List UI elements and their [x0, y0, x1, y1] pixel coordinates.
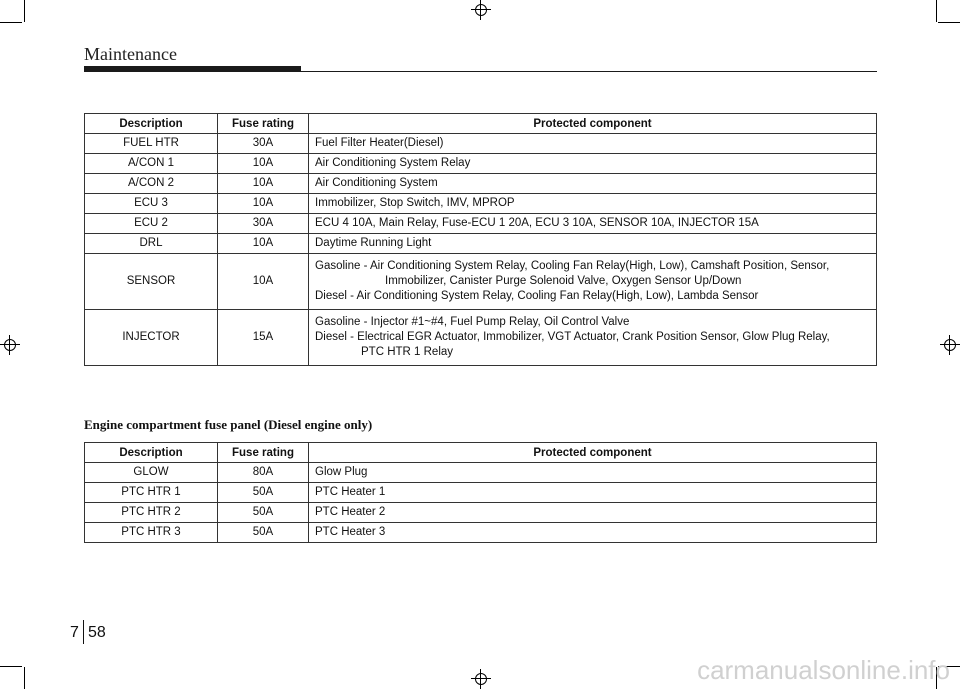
- protected-component: PTC Heater 3: [309, 523, 877, 543]
- crop-mark: [0, 22, 22, 23]
- protected-component: Daytime Running Light: [309, 234, 877, 254]
- protected-component: Air Conditioning System: [309, 174, 877, 194]
- section-title-diesel-fuse-panel: Engine compartment fuse panel (Diesel engine only): [84, 417, 373, 432]
- watermark: carmanualsonline.info: [697, 655, 950, 685]
- fuse-description: PTC HTR 3: [85, 523, 218, 543]
- protected-component: PTC Heater 2: [309, 503, 877, 523]
- table-row: [85, 503, 877, 523]
- section-header-title: Maintenance: [84, 44, 177, 64]
- protected-component: [309, 310, 877, 366]
- page-number-separator: [83, 620, 84, 644]
- crop-mark: [24, 667, 25, 689]
- component-line: Gasoline - Air Conditioning System Relay, Cooling Fan Relay(High, Low), Camshaft Position, Sensor,: [315, 260, 830, 272]
- protected-component: Air Conditioning System Relay: [309, 154, 877, 174]
- table-row: [85, 134, 877, 154]
- crop-mark: [0, 666, 22, 667]
- protected-component: ECU 4 10A, Main Relay, Fuse-ECU 1 20A, ECU 3 10A, SENSOR 10A, INJECTOR 15A: [309, 214, 877, 234]
- table-header-row: [85, 443, 877, 463]
- fuse-description: A/CON 1: [85, 154, 218, 174]
- registration-mark-left: [0, 335, 20, 355]
- fuse-table-main: [84, 113, 877, 366]
- protected-component: Glow Plug: [309, 463, 877, 483]
- table-row: [85, 463, 877, 483]
- fuse-rating: 15A: [218, 310, 309, 366]
- table-row: [85, 194, 877, 214]
- column-header-description: Description: [85, 114, 218, 134]
- fuse-rating: 10A: [218, 194, 309, 214]
- chapter-number: 7: [70, 624, 79, 641]
- table-row: [85, 310, 877, 366]
- fuse-rating: 30A: [218, 134, 309, 154]
- page-number: 58: [88, 624, 106, 641]
- fuse-rating: 50A: [218, 483, 309, 503]
- fuse-table-diesel: [84, 442, 877, 543]
- fuse-description: GLOW: [85, 463, 218, 483]
- column-header-protected-component: Protected component: [309, 114, 877, 134]
- component-line: PTC HTR 1 Relay: [361, 346, 454, 358]
- table-row: [85, 234, 877, 254]
- protected-component: PTC Heater 1: [309, 483, 877, 503]
- fuse-description: SENSOR: [85, 254, 218, 310]
- fuse-rating: 30A: [218, 214, 309, 234]
- fuse-description: A/CON 2: [85, 174, 218, 194]
- fuse-description: PTC HTR 1: [85, 483, 218, 503]
- protected-component: Fuel Filter Heater(Diesel): [309, 134, 877, 154]
- column-header-description: Description: [85, 443, 218, 463]
- column-header-fuse-rating: Fuse rating: [218, 114, 309, 134]
- registration-mark-bottom: [471, 669, 491, 689]
- fuse-description: ECU 3: [85, 194, 218, 214]
- registration-mark-top: [471, 0, 491, 20]
- fuse-description: INJECTOR: [85, 310, 218, 366]
- fuse-rating: 10A: [218, 174, 309, 194]
- crop-mark: [938, 22, 960, 23]
- header-rule-thin: [84, 71, 877, 72]
- table-row: [85, 523, 877, 543]
- table-row: [85, 154, 877, 174]
- table-header-row: [85, 114, 877, 134]
- column-header-protected-component: Protected component: [309, 443, 877, 463]
- fuse-description: PTC HTR 2: [85, 503, 218, 523]
- column-header-fuse-rating: Fuse rating: [218, 443, 309, 463]
- fuse-rating: 10A: [218, 234, 309, 254]
- protected-component: [309, 254, 877, 310]
- fuse-description: FUEL HTR: [85, 134, 218, 154]
- registration-mark-right: [940, 335, 960, 355]
- crop-mark: [24, 0, 25, 22]
- fuse-rating: 50A: [218, 523, 309, 543]
- table-row: [85, 214, 877, 234]
- fuse-rating: 80A: [218, 463, 309, 483]
- component-line: Immobilizer, Canister Purge Solenoid Valve, Oxygen Sensor Up/Down: [385, 275, 742, 287]
- fuse-description: DRL: [85, 234, 218, 254]
- fuse-rating: 10A: [218, 254, 309, 310]
- fuse-description: ECU 2: [85, 214, 218, 234]
- component-line: Diesel - Air Conditioning System Relay, Cooling Fan Relay(High, Low), Lambda Sensor: [315, 290, 759, 302]
- protected-component: Immobilizer, Stop Switch, IMV, MPROP: [309, 194, 877, 214]
- fuse-rating: 10A: [218, 154, 309, 174]
- fuse-rating: 50A: [218, 503, 309, 523]
- table-row: [85, 174, 877, 194]
- table-row: [85, 254, 877, 310]
- crop-mark: [936, 0, 937, 22]
- table-row: [85, 483, 877, 503]
- component-line: Gasoline - Injector #1~#4, Fuel Pump Relay, Oil Control Valve: [315, 316, 630, 328]
- component-line: Diesel - Electrical EGR Actuator, Immobilizer, VGT Actuator, Crank Position Sensor, Glow Plug Relay,: [315, 331, 830, 343]
